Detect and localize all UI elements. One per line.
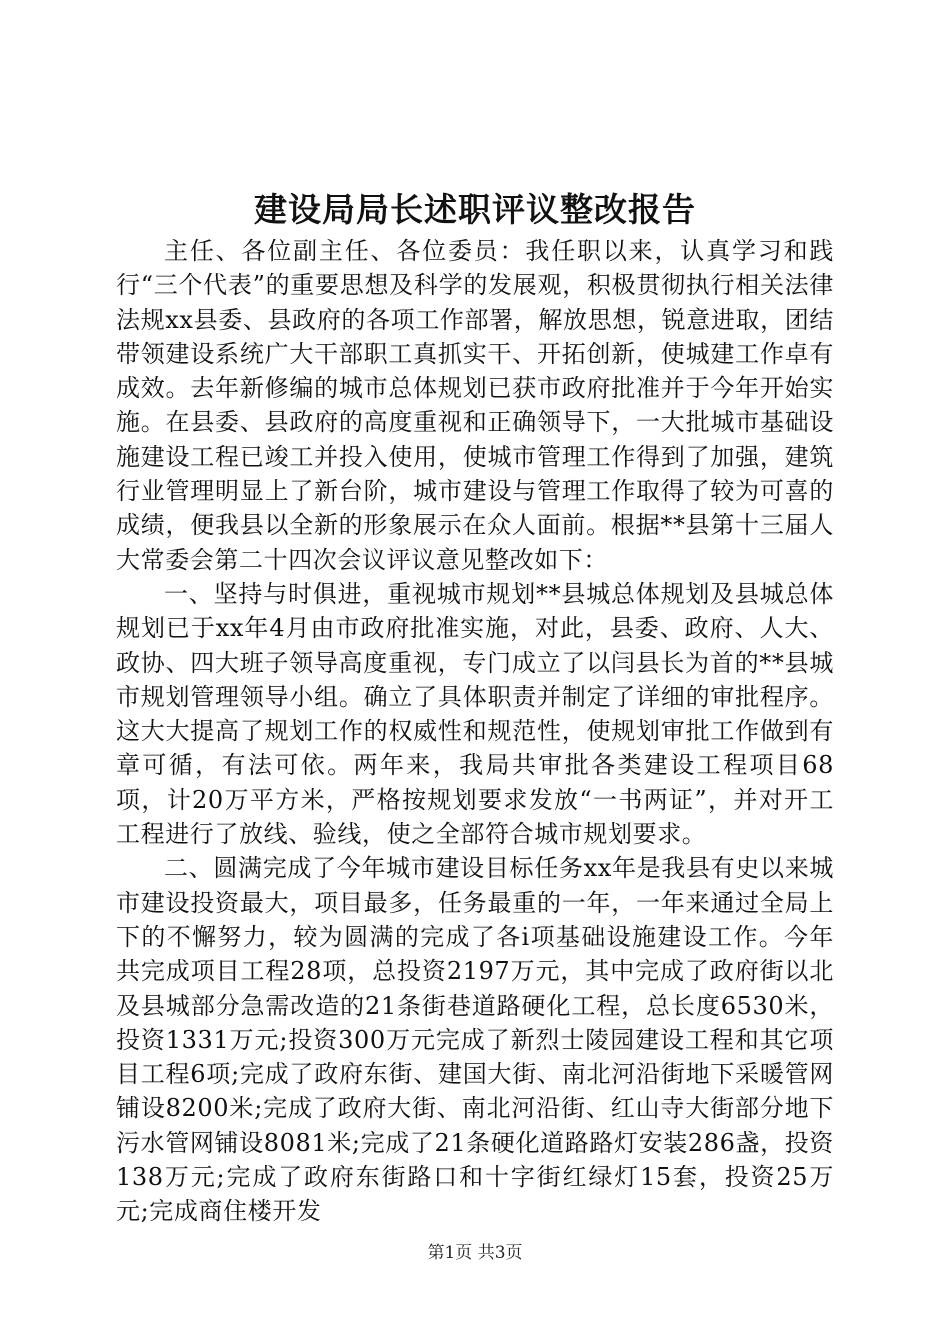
document-title: 建设局局长述职评议整改报告 xyxy=(254,190,696,229)
paragraph-section-1: 一、坚持与时俱进，重视城市规划**县城总体规划及县城总体规划已于xx年4月由市政府批准实施，对此，县委、政府、人大、政协、四大班子领导高度重视，专门成立了以闫县长为首的**县城市规划管理领导小组。确立了具体职责并制定了详细的审批程序。这大大提高了规划工作的权威性和规范性，使规划审批工作做到有章可循，有法可依。两年来，我局共审批各类建设工程项目68项，计20万平方米，严格按规划要求发放“一书两证”，并对开工工程进行了放线、验线，使之全部符合城市规划要求。 xyxy=(116,579,834,849)
paragraph-section-2: 二、圆满完成了今年城市建设目标任务xx年是我县有史以来城市建设投资最大，项目最多，任务最重的一年，一年来通过全局上下的不懈努力，较为圆满的完成了各i项基础设施建设工作。今年共完成项目工程28项，总投资2197万元，其中完成了政府街以北及县城部分急需改造的21条街巷道路硬化工程，总长度6530米，投资1331万元;投资300万元完成了新烈士陵园建设工程和其它项目工程6项;完成了政府东街、建国大街、南北河沿街地下采暖管网铺设8200米;完成了政府大街、南北河沿街、红山寺大街部分地下污水管网铺设8081米;完成了21条硬化道路路灯安装286盏，投资138万元;完成了政府东街路口和十字街红绿灯15套，投资25万元;完成商住楼开发 xyxy=(116,854,834,1226)
page-number-footer: 第1页 共3页 xyxy=(427,1243,523,1263)
document-body xyxy=(116,234,834,1229)
paragraph-intro: 主任、各位副主任、各位委员：我任职以来，认真学习和践行“三个代表”的重要思想及科学的发展观，积极贯彻执行相关法律法规xx县委、县政府的各项工作部署，解放思想，锐意进取，团结带领建设系统广大干部职工真抓实干、开拓创新，使城建工作卓有成效。去年新修编的城市总体规划已获市政府批准并于今年开始实施。在县委、县政府的高度重视和正确领导下，一大批城市基础设施建设工程已竣工并投入使用，使城市管理工作得到了加强，建筑行业管理明显上了新台阶，城市建设与管理工作取得了较为可喜的成绩，便我县以全新的形象展示在众人面前。根据**县第十三届人大常委会第二十四次会议评议意见整改如下： xyxy=(116,237,834,574)
